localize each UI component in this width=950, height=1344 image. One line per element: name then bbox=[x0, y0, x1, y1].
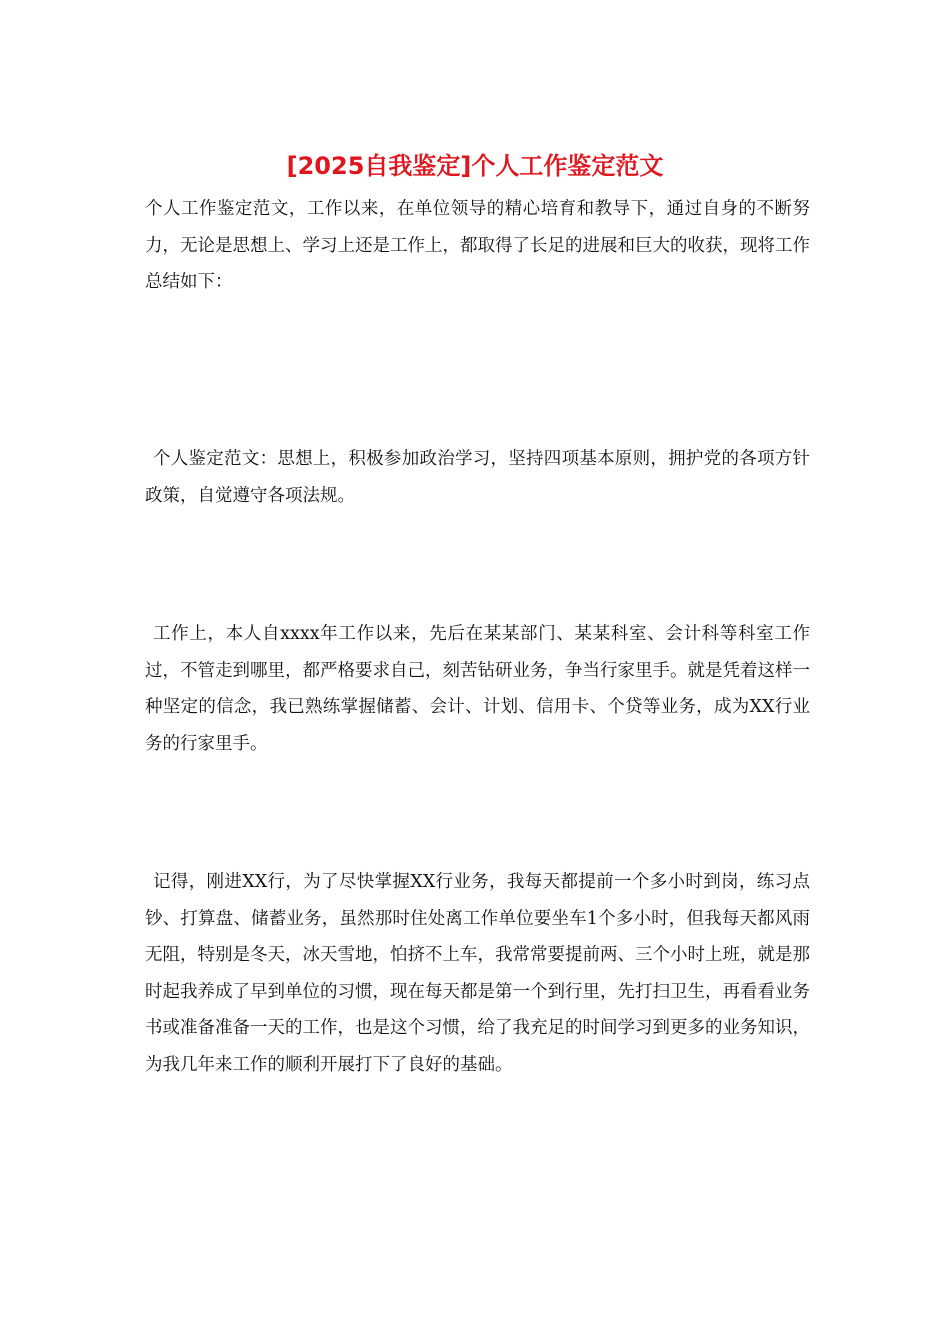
paragraph-intro: 个人工作鉴定范文，工作以来，在单位领导的精心培育和教导下，通过自身的不断努力，无论是思想上、学习上还是工作上，都取得了长足的进展和巨大的收获，现将工作总结如下： bbox=[145, 199, 810, 292]
paragraph-work: 工作上，本人自xxxx年工作以来，先后在某某部门、某某科室、会计科等科室工作过，不管走到哪里，都严格要求自己，刻苦钻研业务，争当行家里手。就是凭着这样一种坚定的信念，我已熟练掌握储蓄、会计、计划、信用卡、个贷等业务，成为XX行业务的行家里手。 bbox=[145, 624, 810, 754]
paragraph-thought: 个人鉴定范文：思想上，积极参加政治学习，坚持四项基本原则，拥护党的各项方针政策，自觉遵守各项法规。 bbox=[145, 449, 810, 506]
document-title: [2025自我鉴定]个人工作鉴定范文 bbox=[286, 152, 664, 180]
paragraph-memory: 记得，刚进XX行，为了尽快掌握XX行业务，我每天都提前一个多小时到岗，练习点钞、打算盘、储蓄业务，虽然那时住处离工作单位要坐车1个多小时，但我每天都风雨无阻，特别是冬天，冰天雪地，怕挤不上车，我常常要提前两、三个小时上班，就是那时起我养成了早到单位的习惯，现在每天都是第一个到行里，先打扫卫生，再看看业务书或准备准备一天的工作，也是这个习惯，给了我充足的时间学习到更多的业务知识，为我几年来工作的顺利开展打下了良好的基础。 bbox=[145, 872, 810, 1075]
